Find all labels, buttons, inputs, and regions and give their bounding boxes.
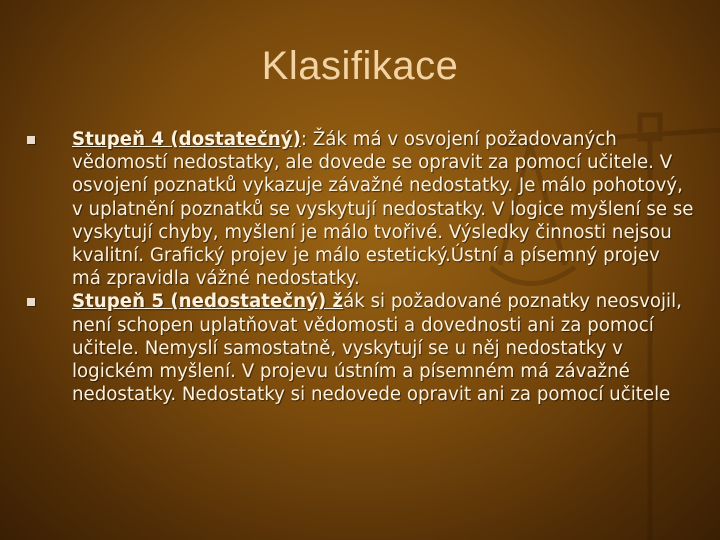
square-bullet-icon [27,136,35,144]
bullet-list [24,128,694,406]
slide-title: Klasifikace [261,44,459,88]
grade-description: ák si požadované poznatky neosvojil, není schopen uplatňovat vědomosti a dovednosti ani za pomocí učitele. Nemyslí samostatně, vyskytují se u něj nedostatky v logickém myšlení. V projevu ústním a písemném má závažné nedostatky. Nedostatky si nedovede opravit ani za pomocí učitele [72,291,682,406]
list-item [24,128,694,290]
list-item [24,290,694,406]
grade-term: Stupeň 5 (nedostatečný) ž [72,291,344,313]
grade-description: : Žák má v osvojení požadovaných vědomostí nedostatky, ale dovede se opravit za pomocí učitele. V osvojení poznatků vykazuje závažné nedostatky. Je málo pohotový, v uplatnění poznatků se vyskytují nedostatky. V logice myšlení se se vyskytují chyby, myšlení je málo tvořivé. Výsledky činnosti nejsou kvalitní. Grafický projev je málo estetický.Ústní a písemný projev má zpravidla vážné nedostatky. [72,129,694,290]
square-bullet-icon [27,298,35,306]
grade-term: Stupeň 4 (dostatečný) [72,129,301,150]
